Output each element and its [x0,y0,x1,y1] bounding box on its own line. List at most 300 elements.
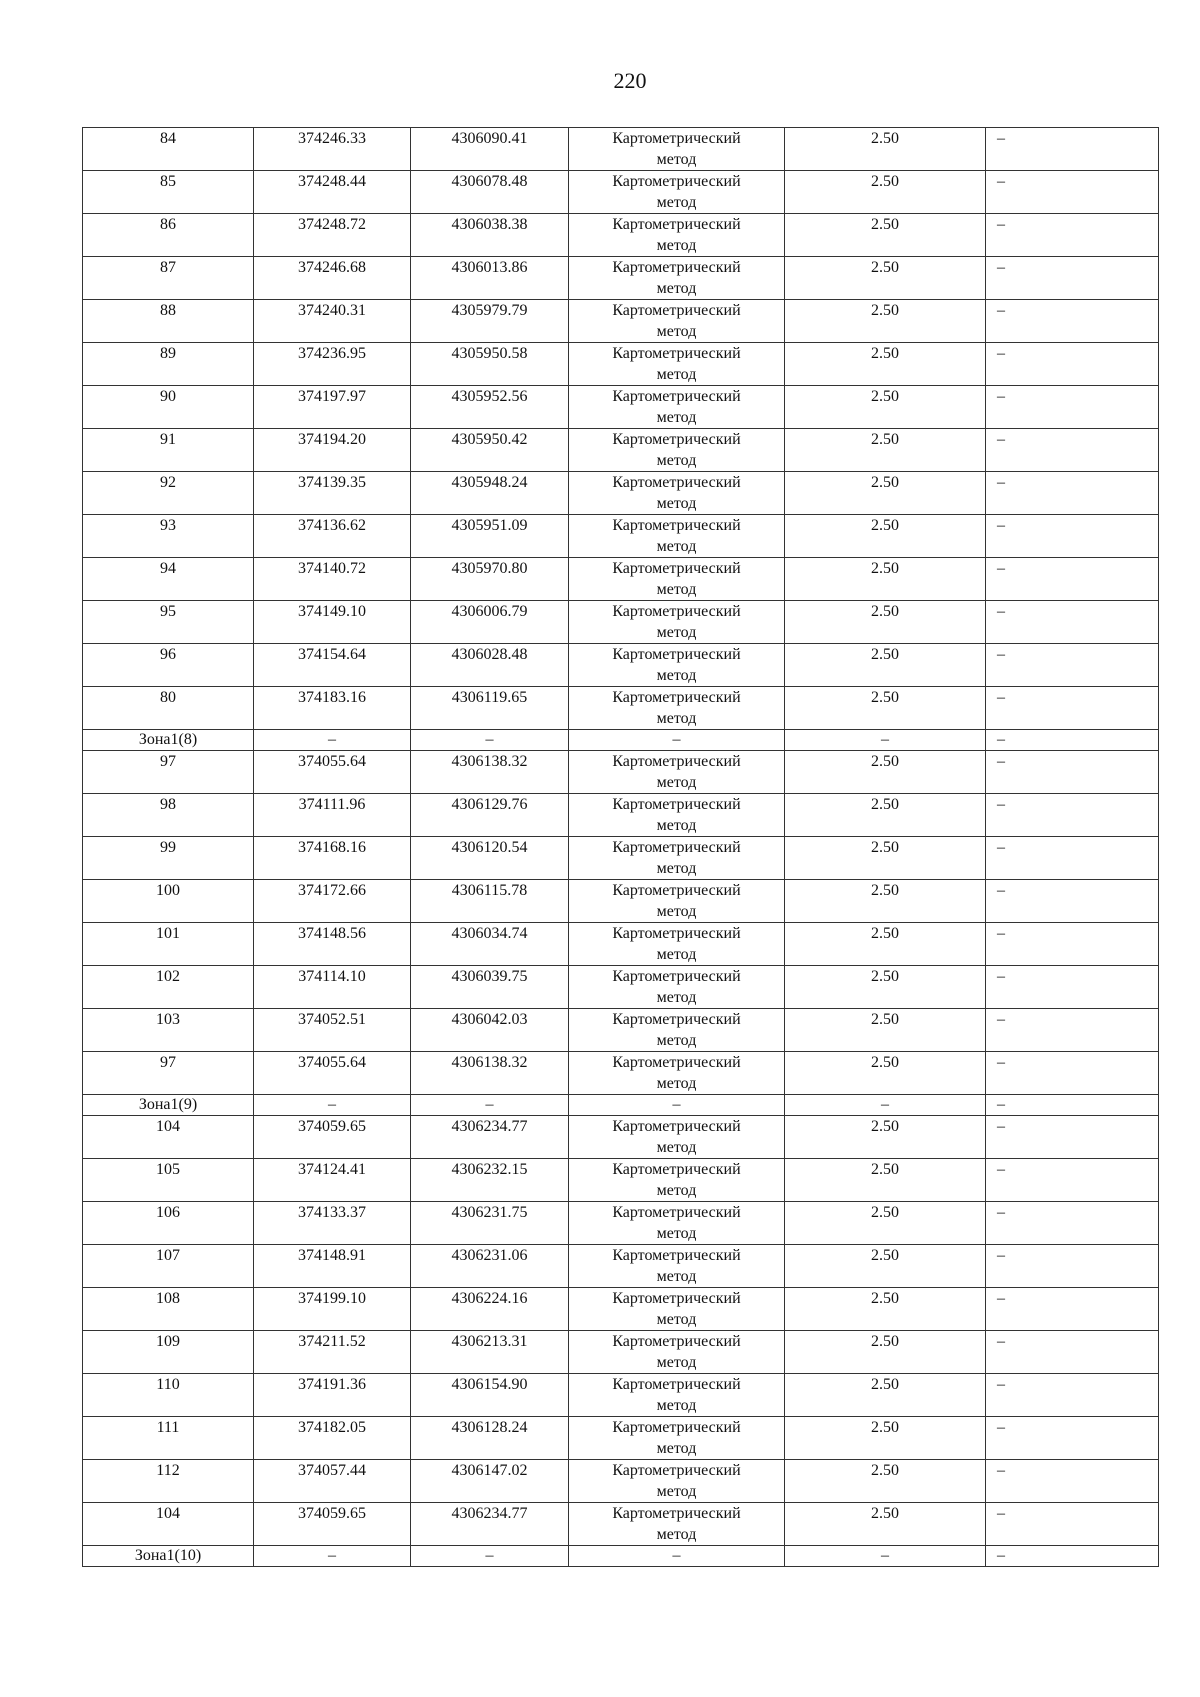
x-coordinate-cell: 374139.35 [254,472,411,515]
method-line-2: метод [656,280,697,297]
note-cell: – [986,1116,1159,1159]
y-coordinate-cell: 4306042.03 [411,1009,569,1052]
note-cell: – [986,1374,1159,1417]
table-row [83,128,1159,171]
table-row [83,1374,1159,1417]
method-cell [569,794,785,837]
table-row [83,880,1159,923]
method-cell [569,1546,785,1567]
point-cell: 97 [83,1052,254,1095]
note-cell: – [986,1417,1159,1460]
method-line-1: Картометрический [612,1161,741,1178]
method-line-2: метод [656,1182,697,1199]
table-row [83,1288,1159,1331]
method-cell [569,751,785,794]
y-coordinate-cell: 4306078.48 [411,171,569,214]
x-coordinate-cell: 374194.20 [254,429,411,472]
error-cell: 2.50 [785,1331,986,1374]
method-line-2: метод [656,1075,697,1092]
note-cell: – [986,730,1159,751]
method-line-1: Картометрический [612,1054,741,1071]
method-line-2: метод [656,237,697,254]
x-coordinate-cell: 374059.65 [254,1116,411,1159]
note-cell: – [986,751,1159,794]
error-cell: 2.50 [785,1288,986,1331]
method-line-2: метод [656,194,697,211]
error-cell: 2.50 [785,837,986,880]
y-coordinate-cell: 4306090.41 [411,128,569,171]
method-cell [569,171,785,214]
y-coordinate-cell: 4305950.42 [411,429,569,472]
y-coordinate-cell: 4305951.09 [411,515,569,558]
y-coordinate-cell: 4305979.79 [411,300,569,343]
error-cell: – [785,730,986,751]
point-cell: 84 [83,128,254,171]
table-row [83,343,1159,386]
point-cell: Зона1(8) [83,730,254,751]
method-line-2: метод [656,1397,697,1414]
y-coordinate-cell: 4306234.77 [411,1116,569,1159]
method-cell [569,1503,785,1546]
method-line-2: метод [656,1311,697,1328]
method-line-2: метод [656,667,697,684]
note-cell: – [986,687,1159,730]
x-coordinate-cell: 374124.41 [254,1159,411,1202]
method-cell [569,257,785,300]
table-row [83,923,1159,966]
method-line-1: – [672,1096,681,1113]
method-cell [569,1159,785,1202]
x-coordinate-cell: 374111.96 [254,794,411,837]
error-cell: 2.50 [785,429,986,472]
method-line-1: Картометрический [612,1376,741,1393]
method-line-2: метод [656,538,697,555]
method-line-1: Картометрический [612,388,741,405]
y-coordinate-cell: 4306039.75 [411,966,569,1009]
y-coordinate-cell: 4306028.48 [411,644,569,687]
x-coordinate-cell: 374248.72 [254,214,411,257]
error-cell: 2.50 [785,257,986,300]
y-coordinate-cell: – [411,1546,569,1567]
note-cell: – [986,1202,1159,1245]
point-cell: 86 [83,214,254,257]
y-coordinate-cell: 4305950.58 [411,343,569,386]
point-cell: 85 [83,171,254,214]
method-line-1: Картометрический [612,882,741,899]
x-coordinate-cell: 374055.64 [254,751,411,794]
method-cell [569,515,785,558]
table-row [83,1116,1159,1159]
error-cell: 2.50 [785,386,986,429]
y-coordinate-cell: 4306232.15 [411,1159,569,1202]
error-cell: 2.50 [785,751,986,794]
x-coordinate-cell: 374059.65 [254,1503,411,1546]
note-cell: – [986,1546,1159,1567]
note-cell: – [986,1331,1159,1374]
y-coordinate-cell: 4306128.24 [411,1417,569,1460]
note-cell: – [986,429,1159,472]
error-cell: 2.50 [785,558,986,601]
point-cell: 111 [83,1417,254,1460]
page-number: 220 [613,68,647,93]
note-cell: – [986,1460,1159,1503]
method-line-1: Картометрический [612,925,741,942]
method-cell [569,1245,785,1288]
y-coordinate-cell: 4306138.32 [411,1052,569,1095]
method-line-2: метод [656,323,697,340]
method-cell [569,128,785,171]
x-coordinate-cell: 374182.05 [254,1417,411,1460]
x-coordinate-cell: – [254,730,411,751]
x-coordinate-cell: 374240.31 [254,300,411,343]
method-cell [569,1116,785,1159]
note-cell: – [986,343,1159,386]
error-cell: 2.50 [785,1460,986,1503]
note-cell: – [986,257,1159,300]
method-line-1: Картометрический [612,1505,741,1522]
table-row [83,1202,1159,1245]
x-coordinate-cell: 374168.16 [254,837,411,880]
method-line-1: Картометрический [612,839,741,856]
point-cell: 106 [83,1202,254,1245]
method-cell [569,923,785,966]
y-coordinate-cell: 4305952.56 [411,386,569,429]
point-cell: 108 [83,1288,254,1331]
note-cell: – [986,1052,1159,1095]
x-coordinate-cell: 374191.36 [254,1374,411,1417]
error-cell: – [785,1546,986,1567]
table-row [83,1503,1159,1546]
x-coordinate-cell: 374199.10 [254,1288,411,1331]
note-cell: – [986,880,1159,923]
method-cell [569,1374,785,1417]
note-cell: – [986,966,1159,1009]
method-line-1: Картометрический [612,1011,741,1028]
error-cell: 2.50 [785,1374,986,1417]
method-cell [569,687,785,730]
x-coordinate-cell: 374114.10 [254,966,411,1009]
note-cell: – [986,1009,1159,1052]
y-coordinate-cell: 4306231.06 [411,1245,569,1288]
method-cell [569,343,785,386]
method-line-2: метод [656,452,697,469]
y-coordinate-cell: 4306034.74 [411,923,569,966]
method-cell [569,1460,785,1503]
y-coordinate-cell: 4306138.32 [411,751,569,794]
method-line-2: метод [656,366,697,383]
method-line-1: Картометрический [612,216,741,233]
method-line-2: метод [656,495,697,512]
method-line-2: метод [656,860,697,877]
table-row [83,687,1159,730]
point-cell: 89 [83,343,254,386]
note-cell: – [986,128,1159,171]
point-cell: 87 [83,257,254,300]
method-line-1: Картометрический [612,560,741,577]
table-row [83,515,1159,558]
method-line-2: метод [656,581,697,598]
x-coordinate-cell: 374149.10 [254,601,411,644]
point-cell: 95 [83,601,254,644]
x-coordinate-cell: – [254,1095,411,1116]
method-cell [569,300,785,343]
note-cell: – [986,1245,1159,1288]
method-line-2: метод [656,1526,697,1543]
x-coordinate-cell: 374057.44 [254,1460,411,1503]
point-cell: 112 [83,1460,254,1503]
x-coordinate-cell: 374133.37 [254,1202,411,1245]
error-cell: 2.50 [785,472,986,515]
error-cell: 2.50 [785,515,986,558]
point-cell: 104 [83,1116,254,1159]
method-cell [569,1331,785,1374]
y-coordinate-cell: 4306224.16 [411,1288,569,1331]
table-row [83,300,1159,343]
x-coordinate-cell: 374246.33 [254,128,411,171]
error-cell: 2.50 [785,966,986,1009]
y-coordinate-cell: 4306038.38 [411,214,569,257]
point-cell: 91 [83,429,254,472]
y-coordinate-cell: 4306115.78 [411,880,569,923]
point-cell: Зона1(10) [83,1546,254,1567]
method-cell [569,1095,785,1116]
method-line-2: метод [656,1139,697,1156]
error-cell: 2.50 [785,343,986,386]
table-row [83,214,1159,257]
note-cell: – [986,214,1159,257]
method-cell [569,880,785,923]
x-coordinate-cell: 374136.62 [254,515,411,558]
point-cell: 94 [83,558,254,601]
method-cell [569,472,785,515]
y-coordinate-cell: 4306129.76 [411,794,569,837]
table-row [83,966,1159,1009]
method-line-2: метод [656,409,697,426]
table-row [83,794,1159,837]
method-line-2: метод [656,151,697,168]
table-row [83,1052,1159,1095]
method-line-2: метод [656,624,697,641]
point-cell: 99 [83,837,254,880]
x-coordinate-cell: 374148.56 [254,923,411,966]
method-line-2: метод [656,710,697,727]
method-line-2: метод [656,903,697,920]
method-line-1: Картометрический [612,130,741,147]
method-line-1: Картометрический [612,1462,741,1479]
table-row [83,1417,1159,1460]
y-coordinate-cell: 4306006.79 [411,601,569,644]
note-cell: – [986,644,1159,687]
method-cell [569,730,785,751]
x-coordinate-cell: 374154.64 [254,644,411,687]
point-cell: 103 [83,1009,254,1052]
y-coordinate-cell: 4306213.31 [411,1331,569,1374]
method-line-1: – [672,731,681,748]
x-coordinate-cell: 374148.91 [254,1245,411,1288]
x-coordinate-cell: 374140.72 [254,558,411,601]
zone-header-row [83,1546,1159,1567]
method-cell [569,214,785,257]
method-line-2: метод [656,817,697,834]
error-cell: 2.50 [785,687,986,730]
table-row [83,257,1159,300]
note-cell: – [986,558,1159,601]
note-cell: – [986,923,1159,966]
note-cell: – [986,472,1159,515]
point-cell: 104 [83,1503,254,1546]
error-cell: 2.50 [785,1202,986,1245]
y-coordinate-cell: 4306013.86 [411,257,569,300]
method-line-1: Картометрический [612,968,741,985]
point-cell: 97 [83,751,254,794]
note-cell: – [986,300,1159,343]
method-line-1: Картометрический [612,1204,741,1221]
error-cell: 2.50 [785,1417,986,1460]
x-coordinate-cell: 374183.16 [254,687,411,730]
point-cell: 98 [83,794,254,837]
method-line-1: Картометрический [612,474,741,491]
y-coordinate-cell: – [411,730,569,751]
table-row [83,1245,1159,1288]
method-line-1: Картометрический [612,431,741,448]
note-cell: – [986,1159,1159,1202]
coordinates-table [82,127,1159,1567]
method-line-1: Картометрический [612,753,741,770]
method-line-2: метод [656,1225,697,1242]
note-cell: – [986,171,1159,214]
table-row [83,429,1159,472]
error-cell: 2.50 [785,1159,986,1202]
method-line-2: метод [656,946,697,963]
zone-header-row [83,730,1159,751]
table-row [83,558,1159,601]
point-cell: 105 [83,1159,254,1202]
method-line-2: метод [656,1354,697,1371]
error-cell: 2.50 [785,1116,986,1159]
y-coordinate-cell: 4306231.75 [411,1202,569,1245]
error-cell: – [785,1095,986,1116]
method-line-1: Картометрический [612,1118,741,1135]
method-line-1: Картометрический [612,173,741,190]
table-row [83,171,1159,214]
method-line-2: метод [656,1268,697,1285]
error-cell: 2.50 [785,923,986,966]
point-cell: 96 [83,644,254,687]
method-cell [569,837,785,880]
method-cell [569,644,785,687]
x-coordinate-cell: 374236.95 [254,343,411,386]
method-cell [569,1009,785,1052]
method-line-1: – [672,1547,681,1564]
method-line-2: метод [656,989,697,1006]
method-line-2: метод [656,774,697,791]
method-line-1: Картометрический [612,517,741,534]
y-coordinate-cell: 4306147.02 [411,1460,569,1503]
table-row [83,1331,1159,1374]
point-cell: 92 [83,472,254,515]
method-line-2: метод [656,1440,697,1457]
error-cell: 2.50 [785,300,986,343]
method-line-1: Картометрический [612,689,741,706]
note-cell: – [986,601,1159,644]
zone-header-row [83,1095,1159,1116]
table-row [83,601,1159,644]
method-cell [569,1202,785,1245]
y-coordinate-cell: 4305970.80 [411,558,569,601]
point-cell: 88 [83,300,254,343]
method-line-1: Картометрический [612,796,741,813]
method-cell [569,1417,785,1460]
point-cell: Зона1(9) [83,1095,254,1116]
method-line-1: Картометрический [612,259,741,276]
method-line-1: Картометрический [612,1333,741,1350]
table-row [83,1460,1159,1503]
method-line-1: Картометрический [612,646,741,663]
point-cell: 90 [83,386,254,429]
note-cell: – [986,837,1159,880]
point-cell: 100 [83,880,254,923]
method-cell [569,966,785,1009]
point-cell: 110 [83,1374,254,1417]
method-line-1: Картометрический [612,1247,741,1264]
error-cell: 2.50 [785,171,986,214]
point-cell: 102 [83,966,254,1009]
method-line-2: метод [656,1483,697,1500]
table-row [83,837,1159,880]
method-cell [569,429,785,472]
x-coordinate-cell: 374172.66 [254,880,411,923]
table-row [83,472,1159,515]
error-cell: 2.50 [785,214,986,257]
error-cell: 2.50 [785,1503,986,1546]
point-cell: 80 [83,687,254,730]
y-coordinate-cell: 4306234.77 [411,1503,569,1546]
point-cell: 93 [83,515,254,558]
error-cell: 2.50 [785,794,986,837]
x-coordinate-cell: – [254,1546,411,1567]
y-coordinate-cell: 4306154.90 [411,1374,569,1417]
coordinates-table-body [83,128,1159,1567]
method-line-2: метод [656,1032,697,1049]
x-coordinate-cell: 374055.64 [254,1052,411,1095]
note-cell: – [986,515,1159,558]
error-cell: 2.50 [785,1245,986,1288]
y-coordinate-cell: 4306119.65 [411,687,569,730]
note-cell: – [986,1288,1159,1331]
x-coordinate-cell: 374248.44 [254,171,411,214]
error-cell: 2.50 [785,128,986,171]
method-line-1: Картометрический [612,1290,741,1307]
method-line-1: Картометрический [612,1419,741,1436]
error-cell: 2.50 [785,880,986,923]
method-cell [569,558,785,601]
note-cell: – [986,386,1159,429]
method-line-1: Картометрический [612,345,741,362]
error-cell: 2.50 [785,1052,986,1095]
table-row [83,644,1159,687]
method-cell [569,1052,785,1095]
table-row [83,386,1159,429]
method-line-1: Картометрический [612,302,741,319]
table-row [83,1009,1159,1052]
error-cell: 2.50 [785,601,986,644]
y-coordinate-cell: 4305948.24 [411,472,569,515]
method-cell [569,386,785,429]
note-cell: – [986,1503,1159,1546]
error-cell: 2.50 [785,1009,986,1052]
point-cell: 101 [83,923,254,966]
x-coordinate-cell: 374197.97 [254,386,411,429]
